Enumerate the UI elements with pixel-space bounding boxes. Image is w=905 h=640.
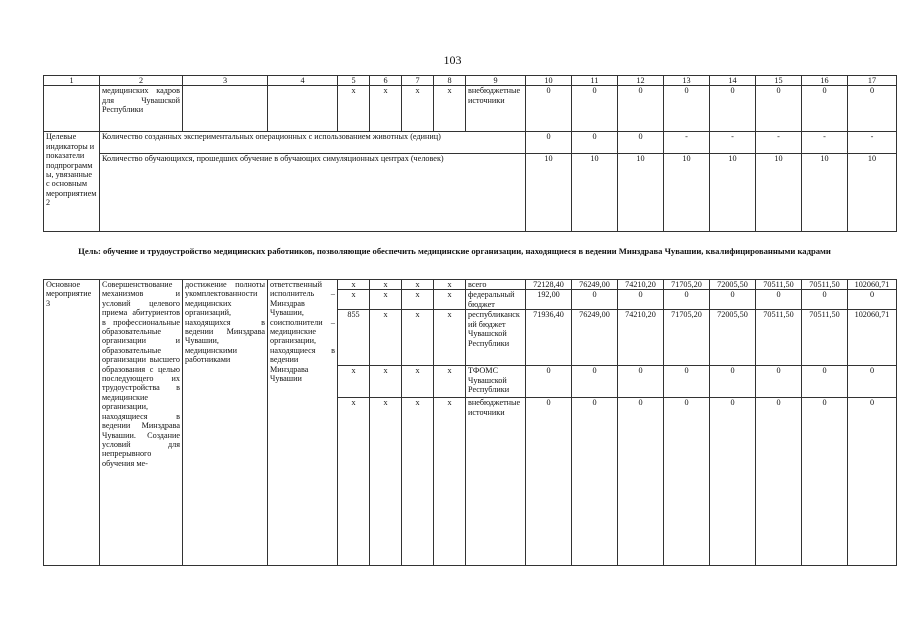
table-cell: х — [434, 280, 466, 290]
table-cell: 0 — [618, 398, 664, 566]
table-cell: 0 — [572, 86, 618, 132]
table-cell: 102060,71 — [848, 280, 897, 290]
table-cell: 0 — [572, 366, 618, 398]
table-cell: 0 — [618, 86, 664, 132]
table-cell: 72128,40 — [526, 280, 572, 290]
table-row — [44, 132, 897, 154]
table-cell: 10 — [802, 154, 848, 232]
table-row — [44, 280, 897, 290]
table-cell: 0 — [618, 132, 664, 154]
table-cell: х — [434, 310, 466, 366]
table-cell: х — [338, 366, 370, 398]
table-cell: 0 — [664, 290, 710, 310]
header-cell: 1 — [44, 76, 100, 86]
table-cell: 0 — [572, 132, 618, 154]
table-cell: х — [402, 310, 434, 366]
funding-source: ТФОМС Чувашской Республики — [466, 366, 526, 398]
header-cell: 5 — [338, 76, 370, 86]
header-cell: 17 — [848, 76, 897, 86]
activity-name: Основное мероприятие 3 — [44, 280, 100, 566]
table-cell: 102060,71 — [848, 310, 897, 366]
table-row — [44, 86, 897, 132]
table-cell: 10 — [848, 154, 897, 232]
header-cell: 8 — [434, 76, 466, 86]
table-cell: 192,00 — [526, 290, 572, 310]
table-cell: 70511,50 — [802, 310, 848, 366]
table-cell — [268, 86, 338, 132]
table-cell: 0 — [526, 132, 572, 154]
table-cell: 72005,50 — [710, 280, 756, 290]
table-cell: 10 — [664, 154, 710, 232]
header-cell: 9 — [466, 76, 526, 86]
table-cell: 855 — [338, 310, 370, 366]
table-cell: 10 — [572, 154, 618, 232]
table-cell: медицинских кадров для Чувашской Республики — [100, 86, 183, 132]
table-cell: 0 — [756, 86, 802, 132]
page-number: 103 — [443, 53, 462, 67]
header-cell: 14 — [710, 76, 756, 86]
table-cell: 0 — [756, 366, 802, 398]
table-row — [44, 154, 897, 232]
header-cell: 16 — [802, 76, 848, 86]
table-cell: х — [338, 290, 370, 310]
table-cell — [44, 86, 100, 132]
indicator-text: Количество обучающихся, прошедших обучение в обучающих симуляционных центрах (человек) — [100, 154, 526, 232]
table-cell: - — [848, 132, 897, 154]
indicators-label: Целевые индикаторы и показатели подпрограммы, увязанные с основным мероприятием 2 — [44, 132, 100, 232]
table-cell: 0 — [848, 398, 897, 566]
table-cell: 76249,00 — [572, 310, 618, 366]
table-cell: 70511,50 — [756, 310, 802, 366]
table-cell: 71705,20 — [664, 280, 710, 290]
header-cell: 6 — [370, 76, 402, 86]
table-cell: 0 — [802, 86, 848, 132]
table-cell: 0 — [756, 290, 802, 310]
table-cell: 10 — [618, 154, 664, 232]
table-cell: 0 — [526, 86, 572, 132]
table-cell: х — [434, 366, 466, 398]
table-cell: х — [434, 86, 466, 132]
program-table-part-2 — [43, 279, 897, 566]
table-cell: 70511,50 — [756, 280, 802, 290]
table-cell: х — [338, 280, 370, 290]
table-cell: - — [802, 132, 848, 154]
table-cell: х — [370, 398, 402, 566]
table-cell: х — [338, 86, 370, 132]
table-cell: 74210,20 — [618, 280, 664, 290]
table-cell: 0 — [848, 86, 897, 132]
table-cell: 0 — [572, 290, 618, 310]
funding-source: федеральный бюджет — [466, 290, 526, 310]
header-cell: 13 — [664, 76, 710, 86]
table-cell: 0 — [572, 398, 618, 566]
header-cell: 4 — [268, 76, 338, 86]
table-cell: х — [402, 398, 434, 566]
table-cell: 0 — [848, 366, 897, 398]
table-cell: - — [710, 132, 756, 154]
table-cell: 71936,40 — [526, 310, 572, 366]
table-cell: х — [338, 398, 370, 566]
table-cell: х — [370, 366, 402, 398]
header-cell: 11 — [572, 76, 618, 86]
table-cell: х — [402, 366, 434, 398]
header-cell: 15 — [756, 76, 802, 86]
table-cell: 74210,20 — [618, 310, 664, 366]
table-cell: х — [402, 86, 434, 132]
funding-source: всего — [466, 280, 526, 290]
table-cell: 0 — [802, 398, 848, 566]
header-cell: 10 — [526, 76, 572, 86]
table-cell: 70511,50 — [802, 280, 848, 290]
table-cell: х — [370, 310, 402, 366]
table-cell — [183, 86, 268, 132]
table-cell: х — [370, 86, 402, 132]
table-cell: 0 — [618, 366, 664, 398]
table-cell: 0 — [848, 290, 897, 310]
goal-heading: Цель: обучение и трудоустройство медицинских работников, позволяющие обеспечить медицинские организации, находящиеся в ведении Минздрава Чувашии, квалифицированными кадрами — [78, 246, 831, 256]
table-cell: внебюджетные источники — [466, 86, 526, 132]
table-cell: - — [756, 132, 802, 154]
table-cell: х — [370, 290, 402, 310]
funding-source: республиканский бюджет Чувашской Республики — [466, 310, 526, 366]
table-cell: х — [434, 398, 466, 566]
table-cell: 76249,00 — [572, 280, 618, 290]
header-cell: 3 — [183, 76, 268, 86]
header-row — [44, 76, 897, 86]
header-cell: 7 — [402, 76, 434, 86]
table-cell: 0 — [710, 86, 756, 132]
table-cell: х — [402, 280, 434, 290]
table-cell: 0 — [526, 366, 572, 398]
table-cell: - — [664, 132, 710, 154]
activity-executor: ответственный исполнитель – Минздрав Чувашии, соисполнители – медицинские организации, находящиеся в ведении Минздрава Чувашии — [268, 280, 338, 566]
indicator-text: Количество созданных экспериментальных операционных с использованием животных (единиц) — [100, 132, 526, 154]
table-cell: 0 — [710, 398, 756, 566]
table-cell: х — [370, 280, 402, 290]
activity-description: Совершенствование механизмов и условий целевого приема абитуриентов в профессиональные образовательные организации и образовательные организации высшего образования с целью последующего их трудоустройства в медицинские организации, находящиеся в ведении Минздрава Чувашии. Создание условий для непрерывного обучения ме- — [100, 280, 183, 566]
table-cell: 10 — [710, 154, 756, 232]
funding-source: внебюджетные источники — [466, 398, 526, 566]
table-cell: х — [434, 290, 466, 310]
table-cell: 0 — [756, 398, 802, 566]
table-cell: 71705,20 — [664, 310, 710, 366]
table-cell: 0 — [664, 366, 710, 398]
table-cell: 0 — [802, 366, 848, 398]
table-cell: 0 — [802, 290, 848, 310]
table-cell: 10 — [526, 154, 572, 232]
table-cell: 0 — [710, 366, 756, 398]
table-cell: 10 — [756, 154, 802, 232]
table-cell: 0 — [618, 290, 664, 310]
table-cell: 0 — [664, 86, 710, 132]
activity-goal: достижение полноты укомплектованности медицинских организаций, находящихся в ведении Минздрава Чувашии, медицинскими работниками — [183, 280, 268, 566]
program-table-part-1 — [43, 75, 897, 232]
table-cell: х — [402, 290, 434, 310]
header-cell: 2 — [100, 76, 183, 86]
table-cell: 72005,50 — [710, 310, 756, 366]
table-cell: 0 — [526, 398, 572, 566]
table-cell: 0 — [664, 398, 710, 566]
table-cell: 0 — [710, 290, 756, 310]
header-cell: 12 — [618, 76, 664, 86]
